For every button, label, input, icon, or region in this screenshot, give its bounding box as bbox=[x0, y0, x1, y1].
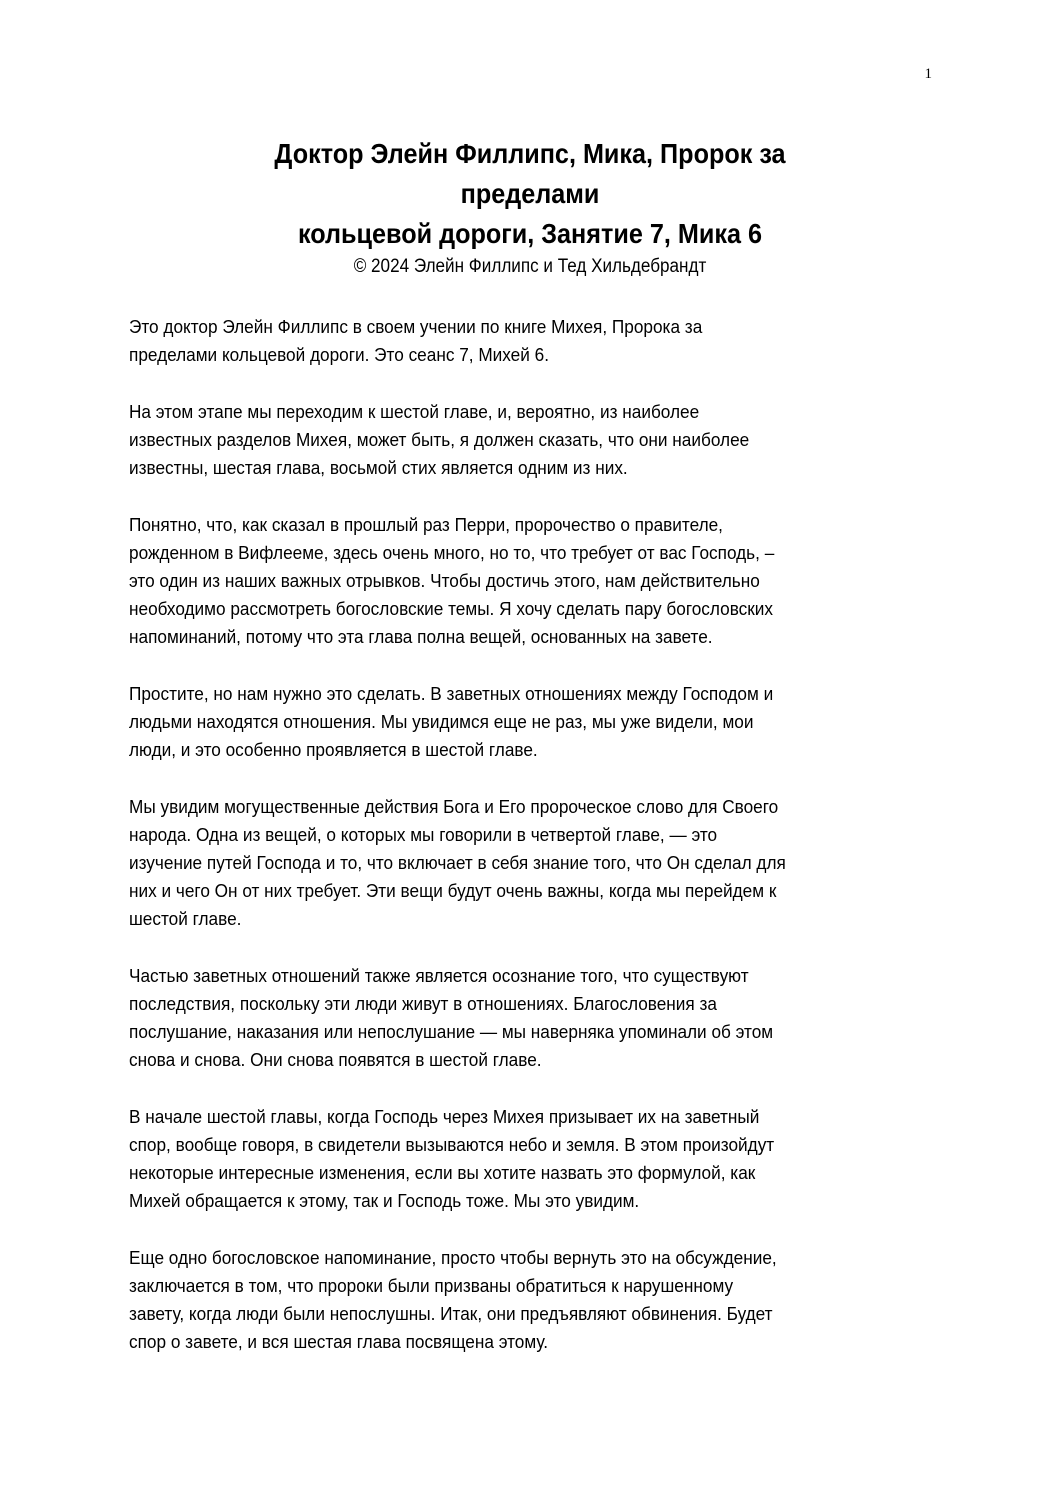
text-line: завету, когда люди были непослушны. Итак, они предъявляют обвинения. Будет bbox=[129, 1303, 773, 1324]
paragraph bbox=[129, 1103, 959, 1215]
text-line: народа. Одна из вещей, о которых мы говорили в четвертой главе, — это bbox=[129, 824, 718, 845]
text-line: напоминаний, потому что эта глава полна вещей, основанных на завете. bbox=[129, 626, 713, 647]
text-line: Это доктор Элейн Филлипс в своем учении по книге Михея, Пророка за bbox=[129, 316, 703, 337]
title-line: кольцевой дороги, Занятие 7, Мика 6 bbox=[297, 218, 762, 249]
text-line: Простите, но нам нужно это сделать. В заветных отношениях между Господом и bbox=[129, 683, 774, 704]
text-line: Мы увидим могущественные действия Бога и Его пророческое слово для Своего bbox=[129, 796, 779, 817]
text-line: изучение путей Господа и то, что включает в себя знание того, что Он сделал для bbox=[129, 852, 786, 873]
text-line: пределами кольцевой дороги. Это сеанс 7, Михей 6. bbox=[129, 344, 549, 365]
text-line: Еще одно богословское напоминание, просто чтобы вернуть это на обсуждение, bbox=[129, 1247, 777, 1268]
title-line: пределами bbox=[460, 178, 600, 209]
page-number: 1 bbox=[924, 66, 932, 82]
text-line: Частью заветных отношений также является осознание того, что существуют bbox=[129, 965, 749, 986]
body-text bbox=[129, 313, 959, 1385]
text-line: это один из наших важных отрывков. Чтобы достичь этого, нам действительно bbox=[129, 570, 760, 591]
text-line: послушание, наказания или непослушание — мы наверняка упоминали об этом bbox=[129, 1021, 774, 1042]
copyright-notice: © 2024 Элейн Филлипс и Тед Хильдебрандт bbox=[353, 256, 707, 277]
text-line: некоторые интересные изменения, если вы хотите назвать это формулой, как bbox=[129, 1162, 756, 1183]
text-line: известных разделов Михея, может быть, я должен сказать, что они наиболее bbox=[129, 429, 750, 450]
paragraph bbox=[129, 511, 959, 651]
text-line: них и чего Он от них требует. Эти вещи будут очень важны, когда мы перейдем к bbox=[129, 880, 777, 901]
paragraph bbox=[129, 1244, 959, 1356]
text-line: На этом этапе мы переходим к шестой главе, и, вероятно, из наиболее bbox=[129, 401, 700, 422]
title-block bbox=[130, 134, 930, 280]
text-line: снова и снова. Они снова появятся в шестой главе. bbox=[129, 1049, 542, 1070]
title-line: Доктор Элейн Филлипс, Мика, Пророк за bbox=[274, 138, 786, 169]
paragraph bbox=[129, 680, 959, 764]
text-line: последствия, поскольку эти люди живут в отношениях. Благословения за bbox=[129, 993, 717, 1014]
text-line: спор о завете, и вся шестая глава посвящена этому. bbox=[129, 1331, 549, 1352]
text-line: Михей обращается к этому, так и Господь тоже. Мы это увидим. bbox=[129, 1190, 640, 1211]
paragraph bbox=[129, 313, 959, 369]
text-line: люди, и это особенно проявляется в шестой главе. bbox=[129, 739, 538, 760]
text-line: известны, шестая глава, восьмой стих является одним из них. bbox=[129, 457, 628, 478]
text-line: В начале шестой главы, когда Господь через Михея призывает их на заветный bbox=[129, 1106, 760, 1127]
text-line: рожденном в Вифлееме, здесь очень много, но то, что требует от вас Господь, – bbox=[129, 542, 775, 563]
text-line: Понятно, что, как сказал в прошлый раз Перри, пророчество о правителе, bbox=[129, 514, 723, 535]
text-line: спор, вообще говоря, в свидетели вызываются небо и земля. В этом произойдут bbox=[129, 1134, 775, 1155]
text-line: необходимо рассмотреть богословские темы. Я хочу сделать пару богословских bbox=[129, 598, 773, 619]
paragraph bbox=[129, 962, 959, 1074]
text-line: заключается в том, что пророки были призваны обратиться к нарушенному bbox=[129, 1275, 734, 1296]
paragraph bbox=[129, 793, 959, 933]
text-line: людьми находятся отношения. Мы увидимся еще не раз, мы уже видели, мои bbox=[129, 711, 754, 732]
paragraph bbox=[129, 398, 959, 482]
text-line: шестой главе. bbox=[129, 908, 242, 929]
